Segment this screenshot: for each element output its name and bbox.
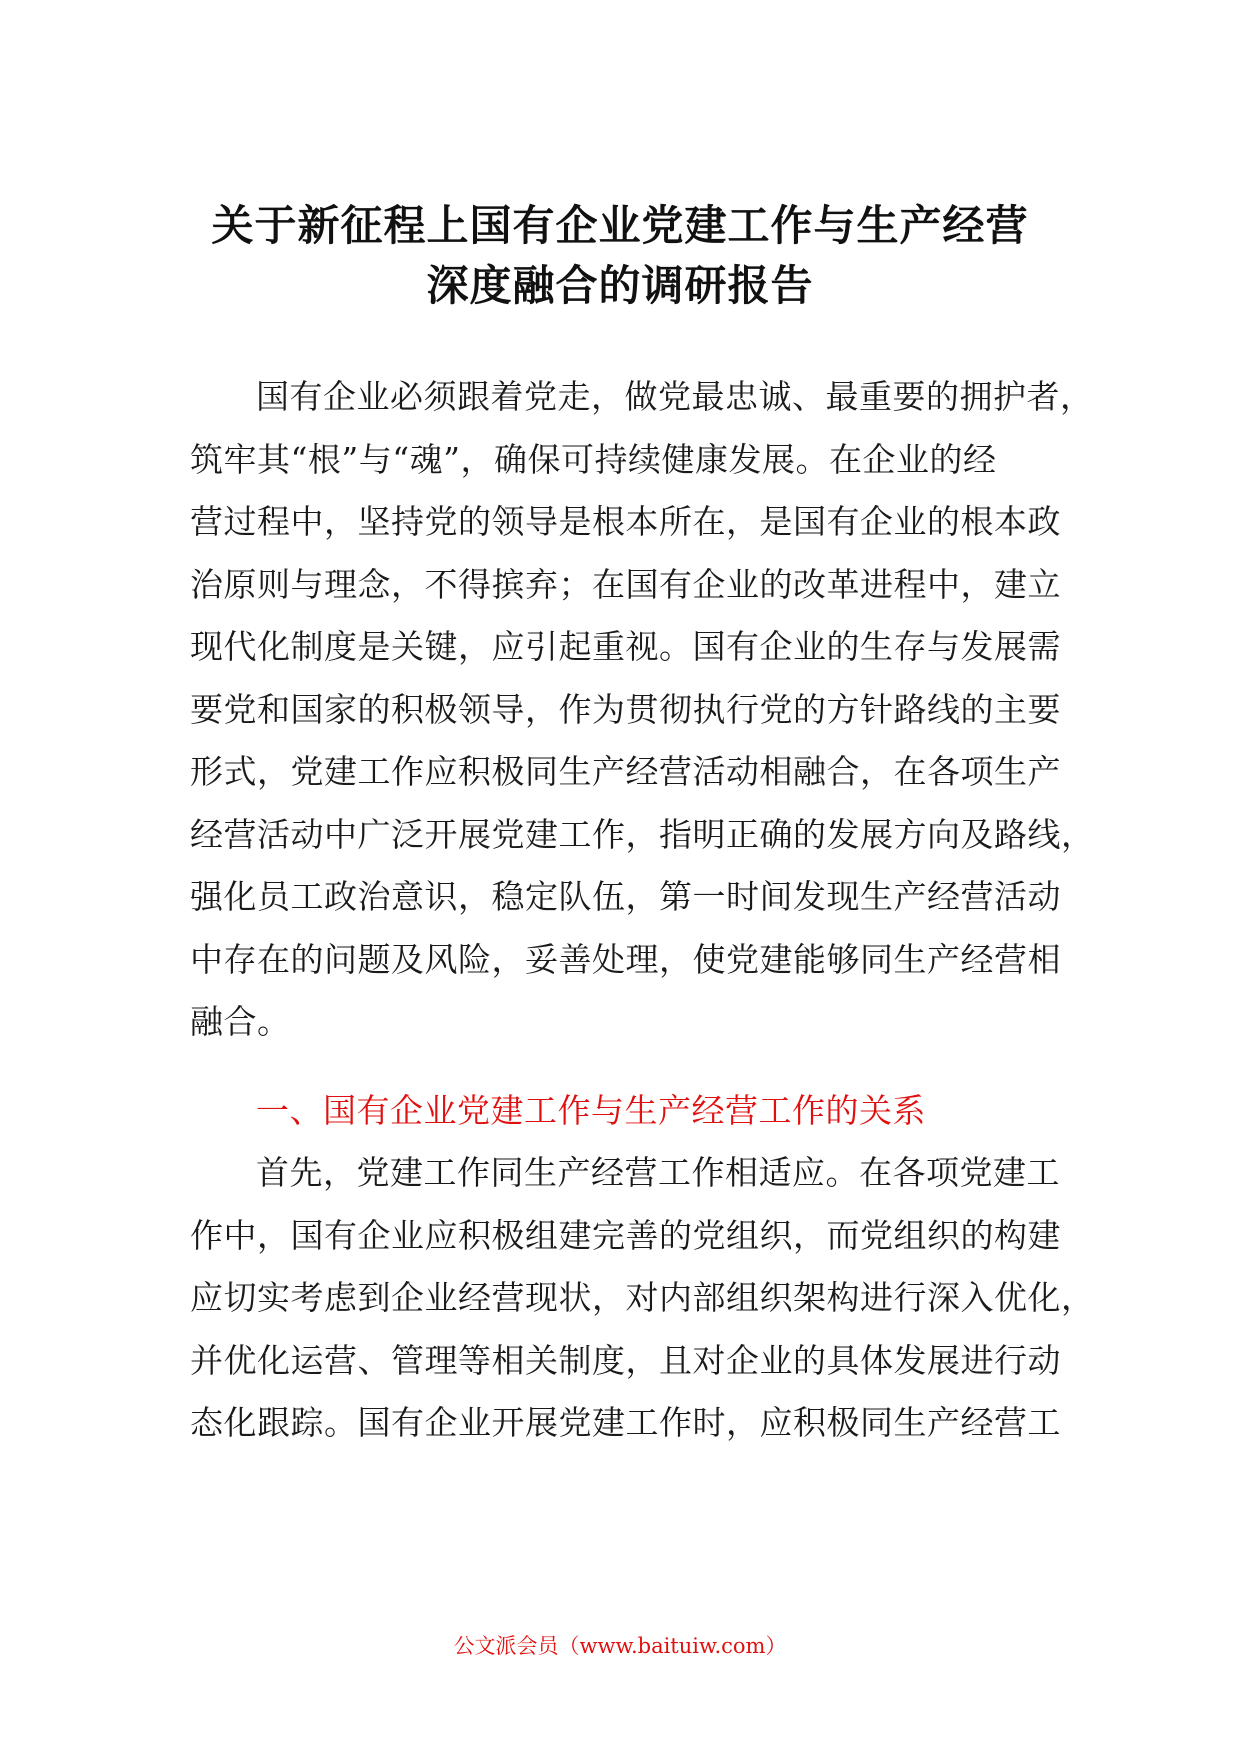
document-title <box>150 196 1090 316</box>
text-line: 营过程中，坚持党的领导是根本所在，是国有企业的根本政 <box>190 502 1061 541</box>
footer-watermark: 公文派会员（www.baituiw.com） <box>453 1634 787 1658</box>
text-line: 并优化运营、管理等相关制度，且对企业的具体发展进行动 <box>190 1340 1061 1380</box>
text-line: 筑牢其“根”与“魂”，确保可持续健康发展。在企业的经 <box>190 439 997 479</box>
title-line-1: 关于新征程上国有企业党建工作与生产经营 <box>211 201 1029 250</box>
section-1-paragraph <box>190 1142 1095 1455</box>
text-line: 要党和国家的积极领导，作为贯彻执行党的方针路线的主要 <box>190 689 1061 729</box>
text-line: 治原则与理念，不得摈弃；在国有企业的改革进程中，建立 <box>190 564 1061 604</box>
text-line: 经营活动中广泛开展党建工作，指明正确的发展方向及路线， <box>190 814 1095 854</box>
text-line: 作中，国有企业应积极组建完善的党组织，而党组织的构建 <box>190 1215 1061 1255</box>
title-line-2: 深度融合的调研报告 <box>426 261 814 310</box>
text-line: 态化跟踪。国有企业开展党建工作时，应积极同生产经营工 <box>190 1403 1061 1442</box>
intro-paragraph <box>190 366 1095 1054</box>
text-line: 中存在的问题及风险，妥善处理，使党建能够同生产经营相 <box>190 939 1061 979</box>
text-line: 形式，党建工作应积极同生产经营活动相融合，在各项生产 <box>190 752 1061 791</box>
text-line: 首先，党建工作同生产经营工作相适应。在各项党建工 <box>256 1153 1060 1192</box>
text-line: 强化员工政治意识，稳定队伍，第一时间发现生产经营活动 <box>190 877 1061 916</box>
text-line: 现代化制度是关键，应引起重视。国有企业的生存与发展需 <box>190 627 1061 666</box>
text-line: 融合。 <box>190 1002 291 1041</box>
text-line: 应切实考虑到企业经营现状，对内部组织架构进行深入优化， <box>190 1278 1095 1317</box>
section-1-heading: 一、国有企业党建工作与生产经营工作的关系 <box>256 1091 926 1130</box>
text-line: 国有企业必须跟着党走，做党最忠诚、最重要的拥护者， <box>256 377 1094 416</box>
